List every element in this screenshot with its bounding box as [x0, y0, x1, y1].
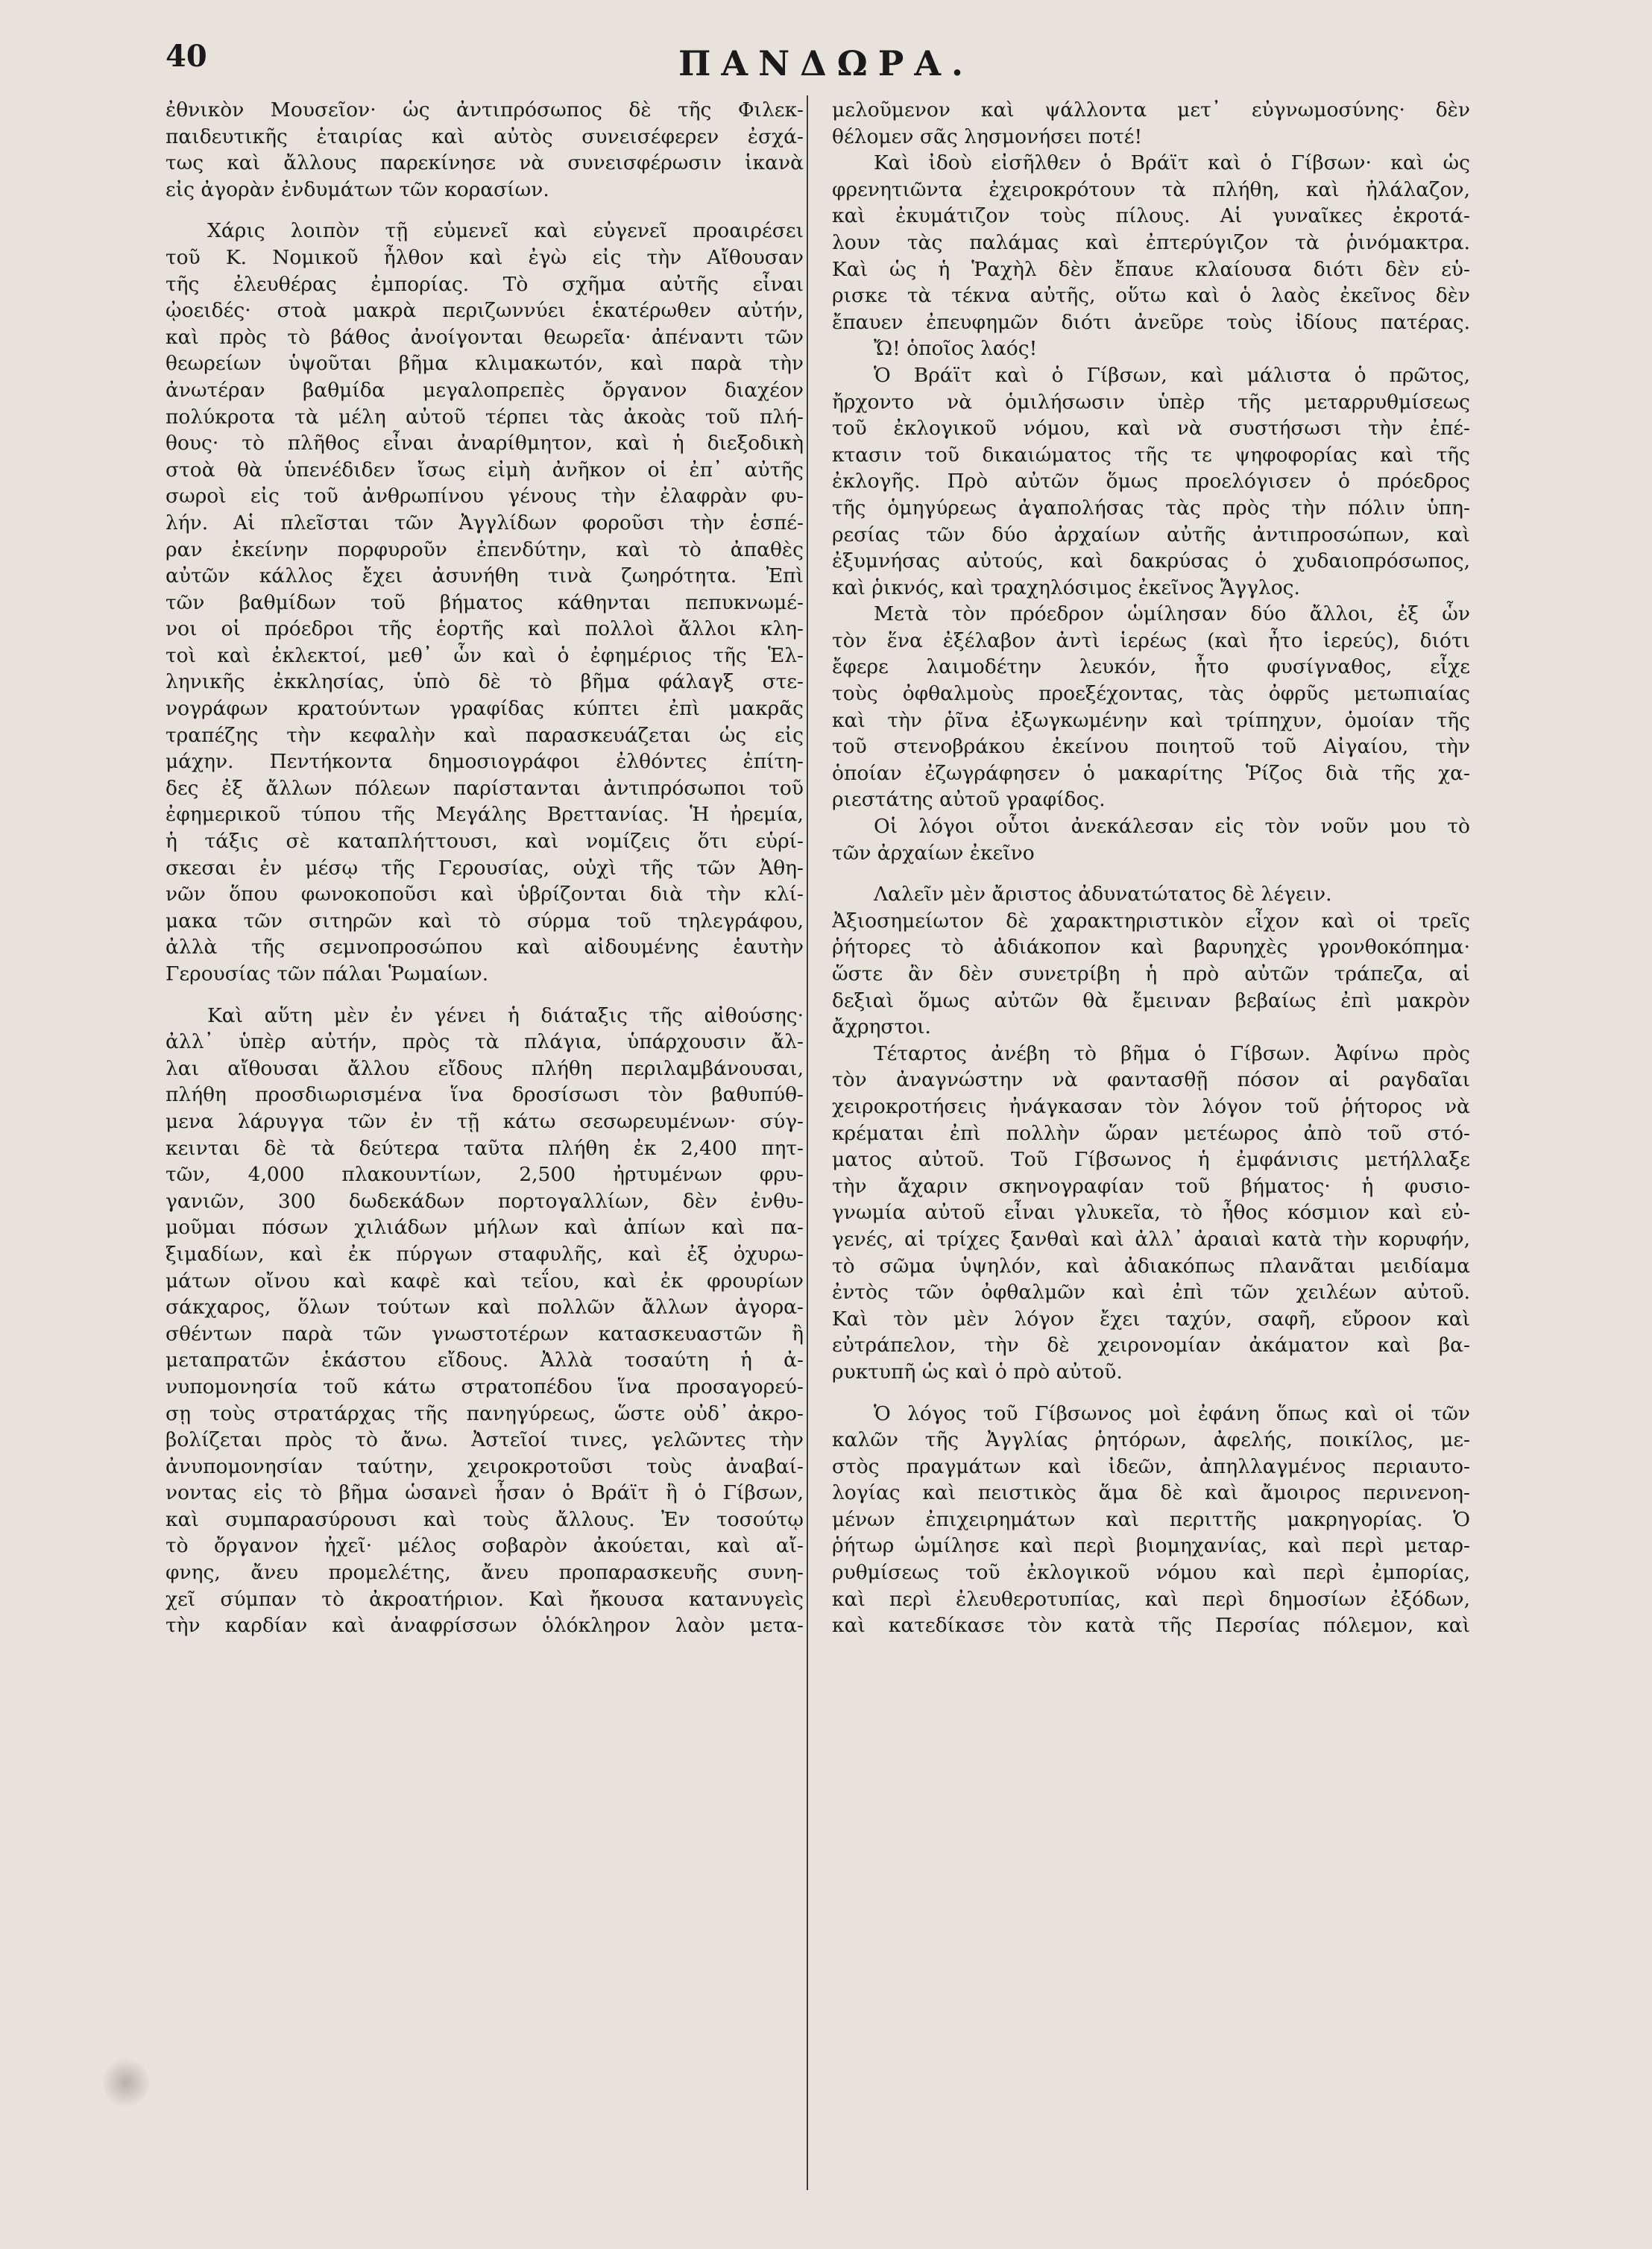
text-line: καὶ ῥικνός, καὶ τραχηλόσιμος ἐκεῖνος Ἄγγλος. — [832, 575, 1300, 599]
text-line: θεωρείων ὑψοῦται βῆμα κλιμακωτόν, καὶ παρὰ τὴν — [165, 352, 804, 376]
text-line: μένων ἐπιχειρημάτων καὶ περιττῆς μακρηγορίας. Ὁ — [832, 1507, 1470, 1531]
text-line: δες ἐξ ἄλλων πόλεων παρίστανται ἀντιπρόσωποι τοῦ — [165, 776, 804, 800]
text-line: Οἱ λόγοι οὗτοι ἀνεκάλεσαν εἰς τὸν νοῦν μου τὸ — [874, 815, 1470, 839]
text-line: μοῦμαι πόσων χιλιάδων μήλων καὶ ἀπίων καὶ πα- — [165, 1216, 804, 1240]
text-line: κεινται δὲ τὰ δεύτερα ταῦτα πλήθη ἐκ 2,400 πητ- — [165, 1136, 804, 1160]
text-line: φρενητιῶντα ἐχειροκρότουν τὰ πλήθη, καὶ ἠλάλαζον, — [832, 177, 1470, 201]
text-line: Καὶ ἰδοὺ εἰσῆλθεν ὁ Βράϊτ καὶ ὁ Γίβσων· καὶ ὡς — [874, 151, 1470, 175]
left-column — [165, 97, 804, 1639]
text-line: μακα τῶν σιτηρῶν καὶ τὸ σύρμα τοῦ τηλεγράφου, — [165, 909, 804, 933]
text-line: τοῦ Κ. Νομικοῦ ἦλθον καὶ ἐγὼ εἰς τὴν Αἴθουσαν — [165, 245, 804, 269]
text-line: ἤρχοντο νὰ ὁμιλήσωσιν ὑπὲρ τῆς μεταρρυθμίσεως — [832, 390, 1470, 414]
text-line: ῥήτορες τὸ ἀδιάκοπον καὶ βαρυηχὲς γρονθοκόπημα· — [832, 936, 1470, 959]
running-title: ΠΑΝΔΩΡΑ. — [678, 43, 974, 83]
column-divider — [807, 95, 808, 2190]
text-line: τὴν ἄχαριν σκηνογραφίαν τοῦ βήματος· ἡ φυσιο- — [832, 1174, 1470, 1198]
text-line: ρεσίας τῶν δύο ἀρχαίων αὐτῆς ἀντιπροσώπων, καὶ — [832, 523, 1470, 546]
text-line: ἐφημερικοῦ τύπου τῆς Μεγάλης Βρεττανίας. Ἡ ἠρεμία, — [165, 803, 804, 827]
text-line: ῥήτωρ ὡμίλησε καὶ περὶ βιομηχανίας, καὶ περὶ μεταρ- — [832, 1534, 1470, 1558]
text-line: αὐτῶν κάλλος ἔχει ἀσυνήθη τινὰ ζωηρότητα. Ἐπὶ — [165, 564, 804, 588]
text-line: τῆς ἐλευθέρας ἐμπορίας. Τὸ σχῆμα αὐτῆς εἶναι — [165, 272, 804, 296]
text-line: ματος αὐτοῦ. Τοῦ Γίβσωνος ἡ ἐμφάνισις μετήλλαξε — [832, 1148, 1470, 1172]
text-line: τοῦ στενοβράκου ἐκείνου ποιητοῦ τοῦ Αἰγαίου, τὴν — [832, 735, 1470, 759]
text-line: νογράφων κρατούντων γραφίδας κύπτει ἐπὶ μακρᾶς — [165, 697, 804, 721]
text-line: ἐντὸς τῶν ὀφθαλμῶν καὶ ἐπὶ τῶν χειλέων αὐτοῦ. — [832, 1281, 1470, 1305]
text-line: Τέταρτος ἀνέβη τὸ βῆμα ὁ Γίβσων. Ἀφίνω πρὸς — [874, 1041, 1470, 1065]
text-line: ρυκτυπῆ ὡς καὶ ὁ πρὸ αὐτοῦ. — [832, 1360, 1123, 1384]
text-line: καὶ συμπαρασύρουσι καὶ τοὺς ἄλλους. Ἐν τοσούτῳ — [165, 1507, 804, 1531]
text-line: Ὁ λόγος τοῦ Γίβσωνος μοὶ ἐφάνη ὅπως καὶ οἱ τῶν — [874, 1401, 1470, 1425]
text-line: Γερουσίας τῶν πάλαι Ῥωμαίων. — [165, 962, 489, 985]
text-line: Ὤ! ὁποῖος λαός! — [874, 337, 1038, 361]
text-line: γανιῶν, 300 δωδεκάδων πορτογαλλίων, δὲν ἐνθυ- — [165, 1189, 804, 1213]
text-line: χεῖ σύμπαν τὸ ἀκροατήριον. Καὶ ἤκουσα κατανυγεὶς — [165, 1587, 804, 1611]
text-line: φνης, ἄνευ προμελέτης, ἄνευ προπαρασκευῆς συνη- — [165, 1561, 804, 1585]
text-line: εἰς ἀγορὰν ἐνδυμάτων τῶν κορασίων. — [165, 177, 549, 201]
text-line: ἐξυμνήσας αὐτούς, καὶ δακρύσας ὁ χυδαιοπρόσωπος, — [832, 549, 1470, 573]
text-line: καὶ περὶ ἐλευθεροτυπίας, καὶ περὶ δημοσίων ἐξόδων, — [832, 1587, 1470, 1611]
text-line: καὶ πρὸς τὸ βάθος ἀνοίγονται θεωρεῖα· ἀπέναντι τῶν — [165, 325, 804, 349]
text-line: νυπομονησία τοῦ κάτω στρατοπέδου ἵνα προσαγορεύ- — [165, 1375, 804, 1398]
text-line: παιδευτικῆς ἑταιρίας καὶ αὐτὸς συνεισέφερεν ἐσχά- — [165, 124, 804, 148]
text-line: ραν ἐκείνην πορφυροῦν ἐπενδύτην, καὶ τὸ ἀπαθὲς — [165, 537, 804, 561]
text-line: νοντας εἰς τὸ βῆμα ὡσανεὶ ἦσαν ὁ Βράϊτ ἢ ὁ Γίβσων, — [165, 1481, 804, 1505]
text-line: λαι αἴθουσαι ἄλλου εἴδους πλήθη περιλαμβάνουσαι, — [165, 1056, 804, 1080]
text-line: ἀλλ᾽ ὑπὲρ αὐτήν, πρὸς τὰ πλάγια, ὑπάρχουσιν ἄλ- — [165, 1030, 804, 1054]
text-line: Καὶ αὕτη μὲν ἐν γένει ἡ διάταξις τῆς αἰθούσης· — [207, 1003, 804, 1027]
text-line: καὶ ἐκυμάτιζον τοὺς πίλους. Αἱ γυναῖκες ἐκροτά- — [832, 204, 1470, 228]
text-line: λήν. Αἱ πλεῖσται τῶν Ἀγγλίδων φοροῦσι τὴν ἑσπέ- — [165, 511, 804, 534]
text-line: καλῶν τῆς Ἀγγλίας ῥητόρων, ἀφελής, ποικίλος, με- — [832, 1428, 1470, 1452]
text-line: τοὶ καὶ ἐκλεκτοί, μεθ᾽ ὧν καὶ ὁ ἐφημέριος τῆς Ἑλ- — [165, 643, 804, 667]
text-line: θους· τὸ πλῆθος εἶναι ἀναρίθμητον, καὶ ἡ διεξοδικὴ — [165, 432, 804, 455]
text-line: Χάρις λοιπὸν τῇ εὐμενεῖ καὶ εὐγενεῖ προαιρέσει — [207, 219, 804, 243]
text-line: σάκχαρος, ὅλων τούτων καὶ πολλῶν ἄλλων ἀγορα- — [165, 1296, 804, 1319]
text-line: τως καὶ ἄλλους παρεκίνησε νὰ συνεισφέρωσιν ἱκανὰ — [165, 151, 804, 175]
text-line: μάτων οἴνου καὶ καφὲ καὶ τεΐου, καὶ ἐκ φρουρίων — [165, 1269, 804, 1293]
text-line: μεταπρατῶν ἑκάστου εἴδους. Ἀλλὰ τοσαύτη ἡ ἀ- — [165, 1349, 804, 1372]
text-line: γενές, αἱ τρίχες ξανθαὶ καὶ ἀλλ᾽ ἀραιαὶ κατὰ τὴν κορυφήν, — [832, 1227, 1470, 1251]
text-line: καὶ τὴν ῥῖνα ἐξωγκωμένην καὶ τρίπηχυν, ὁμοίαν τῆς — [832, 708, 1470, 732]
text-line: ᾠοειδές· στοὰ μακρὰ περιζωννύει ἑκατέρωθεν αὐτήν, — [165, 299, 804, 323]
page-number: 40 — [165, 39, 207, 74]
text-line: λουν τὰς παλάμας καὶ ἐπτερύγιζον τὰ ῥινόμακτρα. — [832, 230, 1470, 254]
text-line: ρυθμίσεως τοῦ ἐκλογικοῦ νόμου καὶ περὶ ἐμπορίας, — [832, 1561, 1470, 1585]
text-line: εὐτράπελον, τὴν δὲ χειρονομίαν ἀκάματον καὶ βα- — [832, 1334, 1470, 1357]
page-stain — [103, 2056, 149, 2110]
text-line: ἔπαυεν ἐπευφημῶν διότι ἀνεῦρε τοὺς ἰδίους πατέρας. — [832, 310, 1470, 334]
text-line: κρέμαται ἐπὶ πολλὴν ὥραν μετέωρος ἀπὸ τοῦ στό- — [832, 1121, 1470, 1145]
text-line: ἐθνικὸν Μουσεῖον· ὡς ἀντιπρόσωπος δὲ τῆς Φιλεκ- — [165, 98, 804, 122]
text-line: τοῦ ἐκλογικοῦ νόμου, καὶ νὰ συστήσωσι τὴν ἐπέ- — [832, 417, 1470, 441]
text-line: θέλομεν σᾶς λησμονήσει ποτέ! — [832, 124, 1143, 148]
text-line: ἀλλὰ τῆς σεμνοπροσώπου καὶ αἰδουμένης ἑαυτὴν — [165, 936, 804, 959]
text-line: στὸς πραγμάτων καὶ ἰδεῶν, ἀπηλλαγμένος περιαυτο- — [832, 1454, 1470, 1478]
text-line: τῶν, 4,000 πλακουντίων, 2,500 ἠρτυμένων φρυ- — [165, 1163, 804, 1187]
text-line: τὴν καρδίαν καὶ ἀναφρίσσων ὁλόκληρον λαὸν μετα- — [165, 1614, 804, 1638]
text-line: ἀνυπομονησίαν ταύτην, χειροκροτοῦσι τοὺς ἀναβαί- — [165, 1454, 804, 1478]
text-line: τὸ σῶμα ὑψηλόν, καὶ ἀδιακόπως πλανᾶται μειδίαμα — [832, 1254, 1470, 1278]
text-line: μάχην. Πεντήκοντα δημοσιογράφοι ἐλθόντες ἐπίτη- — [165, 750, 804, 774]
text-line: καὶ κατεδίκασε τὸν κατὰ τῆς Περσίας πόλεμον, καὶ — [832, 1614, 1470, 1638]
text-line: σκεσαι ἐν μέσῳ τῆς Γερουσίας, οὐχὶ τῆς τῶν Ἀθη- — [165, 856, 804, 880]
text-line: σθέντων παρὰ τῶν γνωστοτέρων κατασκευαστῶν ἢ — [165, 1322, 804, 1346]
text-line: ὁποίαν ἐζωγράφησεν ὁ μακαρίτης Ῥίζος διὰ τῆς χα- — [832, 761, 1470, 785]
text-line: σῃ τοὺς στρατάρχας τῆς πανηγύρεως, ὥστε οὐδ᾽ ἀκρο- — [165, 1401, 804, 1425]
text-line: ἐκλογῆς. Πρὸ αὐτῶν ὅμως προελόγισεν ὁ πρόεδρος — [832, 470, 1470, 493]
text-line: ληνικῆς ἐκκλησίας, ὑπὸ δὲ τὸ βῆμα φάλαγξ στε- — [165, 670, 804, 694]
text-line: γνωμία αὐτοῦ εἶναι γλυκεῖα, τὸ ἦθος κόσμιον καὶ εὐ- — [832, 1201, 1470, 1225]
text-line: πλήθη προσδιωρισμένα ἵνα δροσίσωσι τὸν βαθυπύθ- — [165, 1083, 804, 1107]
text-line: νῶν ὅπου φωνοκοποῦσι καὶ ὑβρίζονται διὰ τὴν κλί- — [165, 883, 804, 906]
text-line: μενα λάρυγγα τῶν ἐν τῇ κάτω σεσωρευμένων· σύγ- — [165, 1109, 804, 1133]
text-line: ὥστε ἂν δὲν συνετρίβη ἡ πρὸ αὐτῶν τράπεζα, αἱ — [832, 962, 1470, 985]
text-line: τὸν ἀναγνώστην νὰ φαντασθῇ πόσον αἱ ραγδαῖαι — [832, 1068, 1470, 1092]
text-line: ἔφερε λαιμοδέτην λευκόν, ἦτο φυσίγναθος, εἶχε — [832, 655, 1470, 679]
text-line: βολίζεται πρὸς τὸ ἄνω. Ἀστεῖοί τινες, γελῶντες τὴν — [165, 1428, 804, 1452]
text-line: Ἀξιοσημείωτον δὲ χαρακτηριστικὸν εἶχον καὶ οἱ τρεῖς — [832, 909, 1470, 933]
text-line: λογίας καὶ πειστικὸς ἅμα δὲ καὶ ἄμοιρος περινενοη- — [832, 1481, 1470, 1505]
text-line: ξιμαδίων, καὶ ἐκ πύργων σταφυλῆς, καὶ ἐξ ὀχυρω- — [165, 1242, 804, 1266]
text-line: Καὶ τὸν μὲν λόγον ἔχει ταχύν, σαφῆ, εὔροον καὶ — [832, 1307, 1470, 1331]
text-line: Καὶ ὡς ἡ Ῥαχὴλ δὲν ἔπαυε κλαίουσα διότι δὲν εὑ- — [832, 257, 1470, 281]
text-line: ριεστάτης αὐτοῦ γραφίδος. — [832, 788, 1106, 812]
text-line: μελοῦμενον καὶ ψάλλοντα μετ᾽ εὐγνωμοσύνης· δὲν — [832, 98, 1470, 122]
text-line: σωροὶ εἰς τοῦ ἀνθρωπίνου γένους τὴν ἐλαφρὰν φυ- — [165, 485, 804, 508]
text-line: πολύκροτα τὰ μέλη αὐτοῦ τέρπει τὰς ἀκοὰς τοῦ πλή- — [165, 405, 804, 429]
text-line: ρισκε τὰ τέκνα αὐτῆς, οὕτω καὶ ὁ λαὸς ἐκεῖνος δὲν — [832, 284, 1470, 308]
text-line: δεξιαὶ ὅμως αὐτῶν θὰ ἔμειναν βεβαίως ἐπὶ μακρὸν — [832, 988, 1470, 1012]
text-line: ἡ τάξις σὲ καταπλήττουσι, καὶ νομίζεις ὅτι εὑρί- — [165, 830, 804, 854]
text-line: χειροκροτήσεις ἠνάγκασαν τὸν λόγον τοῦ ῥήτορος νὰ — [832, 1094, 1470, 1118]
text-line: νοι οἱ πρόεδροι τῆς ἑορτῆς καὶ πολλοὶ ἄλλοι κλη- — [165, 617, 804, 641]
text-line: ἄχρηστοι. — [832, 1015, 931, 1039]
text-line: τῆς ὁμηγύρεως ἀγαπολήσας τὰς πρὸς τὴν πόλιν ὑπη- — [832, 496, 1470, 520]
text-line: ἀνωτέραν βαθμίδα μεγαλοπρεπὲς ὄργανον διαχέον — [165, 378, 804, 402]
text-line: τῶν ἀρχαίων ἐκεῖνο — [832, 841, 1035, 865]
text-line: στοὰ θὰ ὑπενέδιδεν ἴσως εἰμὴ ἀνῆκον οἱ ἐπ᾽ αὐτῆς — [165, 458, 804, 482]
text-line: Μετὰ τὸν πρόεδρον ὡμίλησαν δύο ἄλλοι, ἐξ ὧν — [874, 602, 1470, 626]
text-line: τραπέζης τὴν κεφαλὴν καὶ παρασκευάζεται ὡς εἰς — [165, 723, 804, 747]
text-line: κτασιν τοῦ δικαιώματος τῆς τε ψηφοφορίας καὶ τῆς — [832, 443, 1470, 467]
text-line: τῶν βαθμίδων τοῦ βήματος κάθηνται πεπυκνωμέ- — [165, 590, 804, 614]
text-line: τὸν ἕνα ἐξέλαβον ἀντὶ ἱερέως (καὶ ἦτο ἱερεύς), διότι — [832, 628, 1470, 652]
text-line: τὸ ὄργανον ἠχεῖ· μέλος σοβαρὸν ἀκούεται, καὶ αἴ- — [165, 1534, 804, 1558]
right-column — [832, 97, 1470, 1639]
text-line: Λαλεῖν μὲν ἄριστος ἀδυνατώτατος δὲ λέγειν. — [874, 883, 1332, 906]
text-line: τοὺς ὀφθαλμοὺς προεξέχοντας, τὰς ὀφρῦς μετωπιαίας — [832, 682, 1470, 706]
text-line: Ὁ Βράϊτ καὶ ὁ Γίβσων, καὶ μάλιστα ὁ πρῶτος, — [874, 363, 1470, 387]
